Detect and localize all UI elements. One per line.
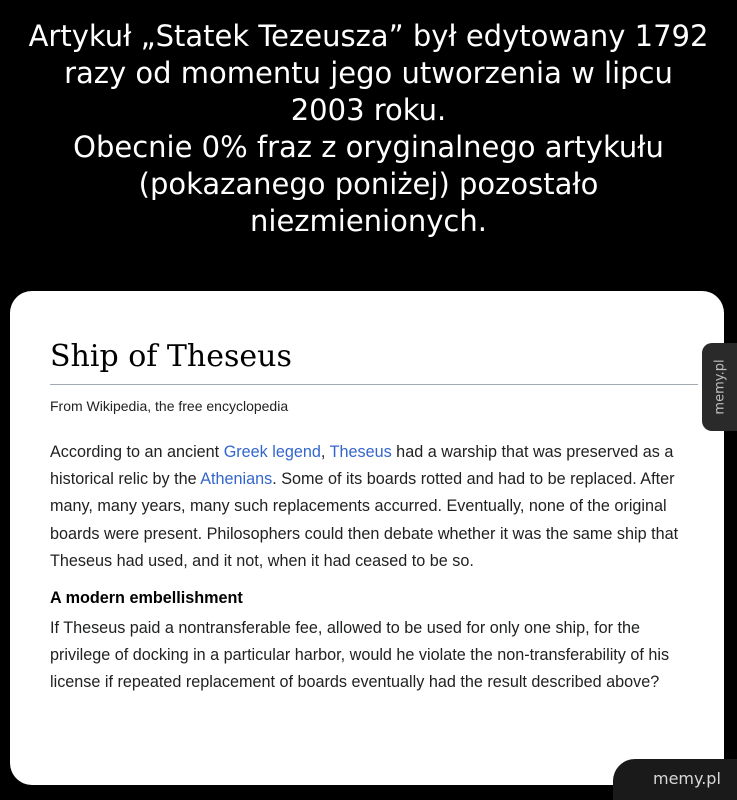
article-tagline: From Wikipedia, the free encyclopedia (50, 398, 289, 414)
section-heading: A modern embellishment (50, 589, 243, 608)
text-run: had a warship that was preserved as a historical relic by the (50, 443, 674, 489)
link-theseus[interactable]: Theseus (329, 443, 392, 461)
side-watermark (702, 343, 737, 431)
link-athenians[interactable]: Athenians (200, 470, 273, 489)
article-card (10, 291, 724, 785)
caption-line: niezmienionych. (250, 204, 487, 238)
text-run: . Some of its boards rotted and had to be replaced. After many, many years, many such replacements accurred. Eventually, none of the original boards were present. Philosophers could then debate whether it was the same ship that Theseus had used, and it not, when it had ceased to be so. (50, 470, 679, 570)
link-greek-legend[interactable]: Greek legend (223, 443, 321, 461)
title-divider (50, 384, 698, 385)
article-content (50, 439, 700, 697)
caption-line: Artykuł „Statek Tezeusza” był edytowany 1792 (28, 19, 709, 53)
caption-line: razy od momentu jego utworzenia w lipcu (64, 56, 673, 90)
section-paragraph: If Theseus paid a nontransferable fee, allowed to be used for only one ship, for the privilege of docking in a particular harbor, would he violate the non-transferability of his license if repeated replacement of boards eventually had the result described above? (50, 619, 670, 692)
text-run: , (320, 443, 330, 461)
corner-watermark-text: memy.pl (653, 769, 721, 788)
side-watermark-text: memy.pl (712, 359, 727, 415)
caption-line: Obecnie 0% fraz z oryginalnego artykułu (73, 130, 664, 164)
meme-caption (0, 18, 737, 240)
caption-line: (pokazanego poniżej) pozostało (138, 167, 599, 201)
text-run: According to an ancient (50, 443, 224, 461)
caption-line: 2003 roku. (290, 93, 447, 127)
corner-watermark (613, 759, 737, 800)
intro-paragraph (50, 439, 700, 575)
article-title: Ship of Theseus (50, 339, 292, 374)
